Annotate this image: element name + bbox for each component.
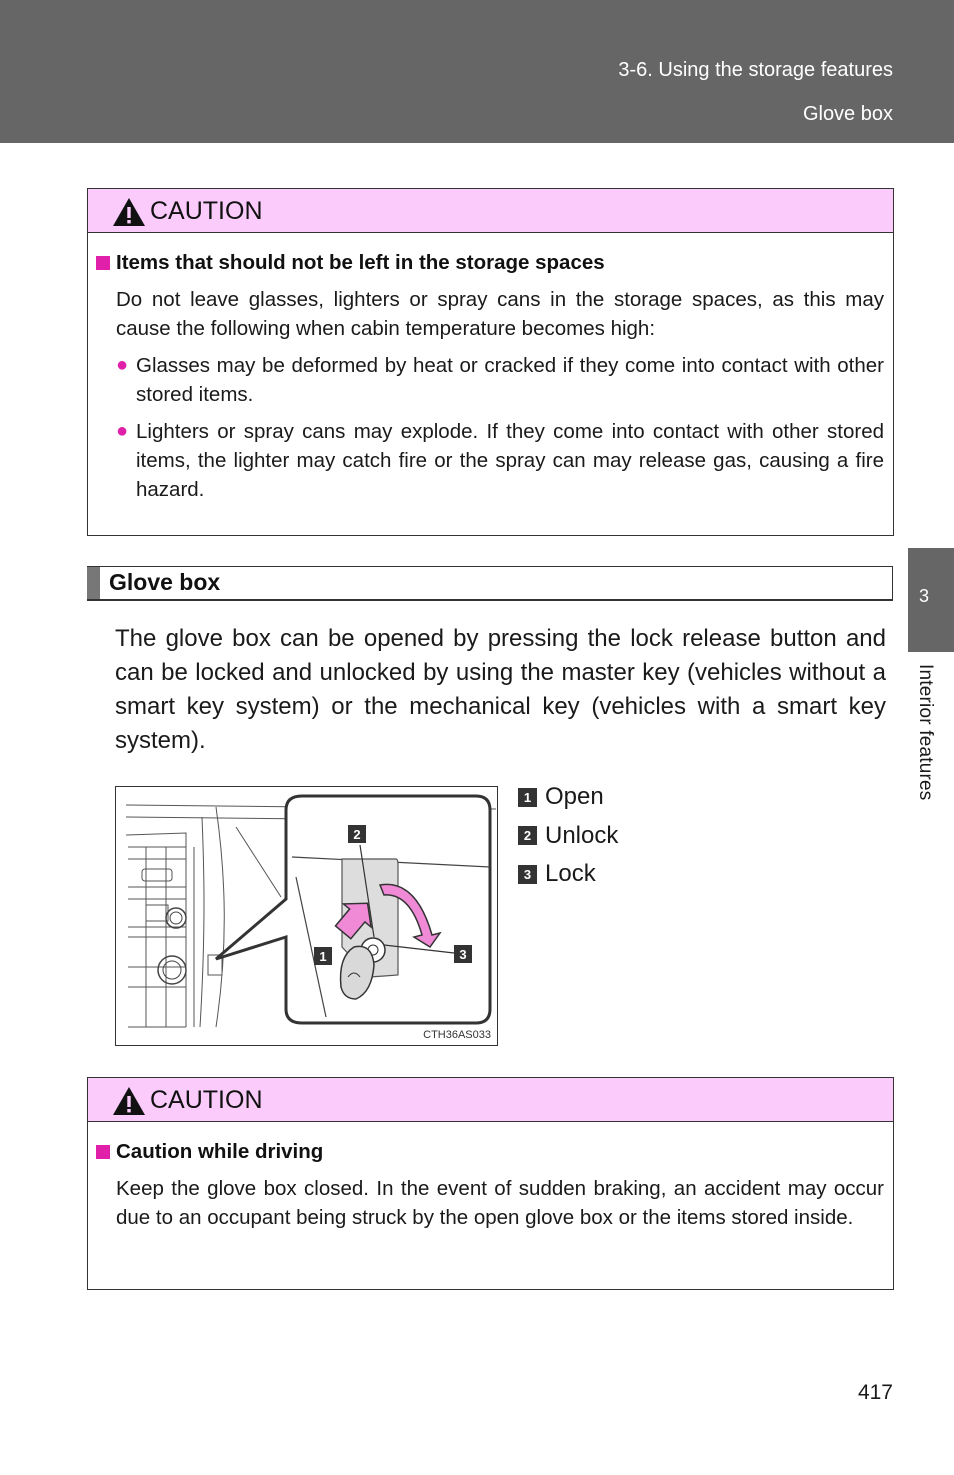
number-badge: 3 — [518, 865, 537, 884]
warning-triangle-icon — [112, 197, 146, 227]
warning-triangle-icon — [112, 1086, 146, 1116]
chapter-label: Interior features — [915, 664, 936, 801]
circle-bullet-icon: ● — [116, 354, 129, 376]
number-badge: 2 — [518, 826, 537, 845]
section-intro: The glove box can be opened by pressing the lock release button and can be locked and unlocked by using the master key (vehicles without a smart key system) or the mechanical key (vehicles with a smart key system). — [115, 625, 886, 754]
caution-label: CAUTION — [150, 197, 263, 225]
svg-text:3: 3 — [459, 947, 467, 962]
svg-text:1: 1 — [319, 949, 327, 964]
caution-bullet: ● Lighters or spray cans may explode. If they come into contact with other stored items, the lighter may catch fire or the spray can may release gas, causing a fire hazard. — [116, 417, 884, 504]
caution-bar — [88, 189, 893, 233]
glove-box-illustration — [115, 786, 498, 1046]
topic-title: Glove box — [802, 103, 893, 125]
legend-item: 2 Unlock — [518, 817, 618, 856]
chapter-tab — [908, 548, 954, 652]
caution-bar — [88, 1078, 893, 1122]
section-title: 3-6. Using the storage features — [618, 59, 893, 81]
page-header — [0, 0, 954, 143]
figure-legend — [518, 778, 618, 894]
caution-bullet: ● Glasses may be deformed by heat or cracked if they come into contact with other stored items. — [116, 351, 884, 409]
legend-item: 3 Lock — [518, 855, 618, 894]
caution-label: CAUTION — [150, 1086, 263, 1114]
figure-code: CTH36AS033 — [423, 1029, 491, 1041]
caution-intro: Do not leave glasses, lighters or spray cans in the storage spaces, as this may cause the following when cabin temperature becomes high: — [116, 288, 884, 340]
caution-text: Keep the glove box closed. In the event of sudden braking, an accident may occur due to an occupant being struck by the open glove box or the items stored inside. — [116, 1177, 884, 1229]
caution-box-storage — [87, 188, 894, 536]
page-number: 417 — [857, 1381, 893, 1404]
square-bullet-icon — [96, 1145, 110, 1159]
section-heading — [87, 566, 893, 601]
number-badge: 1 — [518, 788, 537, 807]
section-heading-title: Glove box — [109, 569, 221, 595]
legend-item: 1 Open — [518, 778, 618, 817]
circle-bullet-icon: ● — [116, 420, 129, 442]
caution-box-driving — [87, 1077, 894, 1290]
svg-text:2: 2 — [353, 827, 361, 842]
chapter-number: 3 — [918, 586, 929, 606]
square-bullet-icon — [96, 256, 110, 270]
glove-box-lock-diagram — [116, 787, 497, 1045]
caution-heading: Caution while driving — [96, 1140, 884, 1164]
caution-heading: Items that should not be left in the storage spaces — [96, 251, 884, 275]
